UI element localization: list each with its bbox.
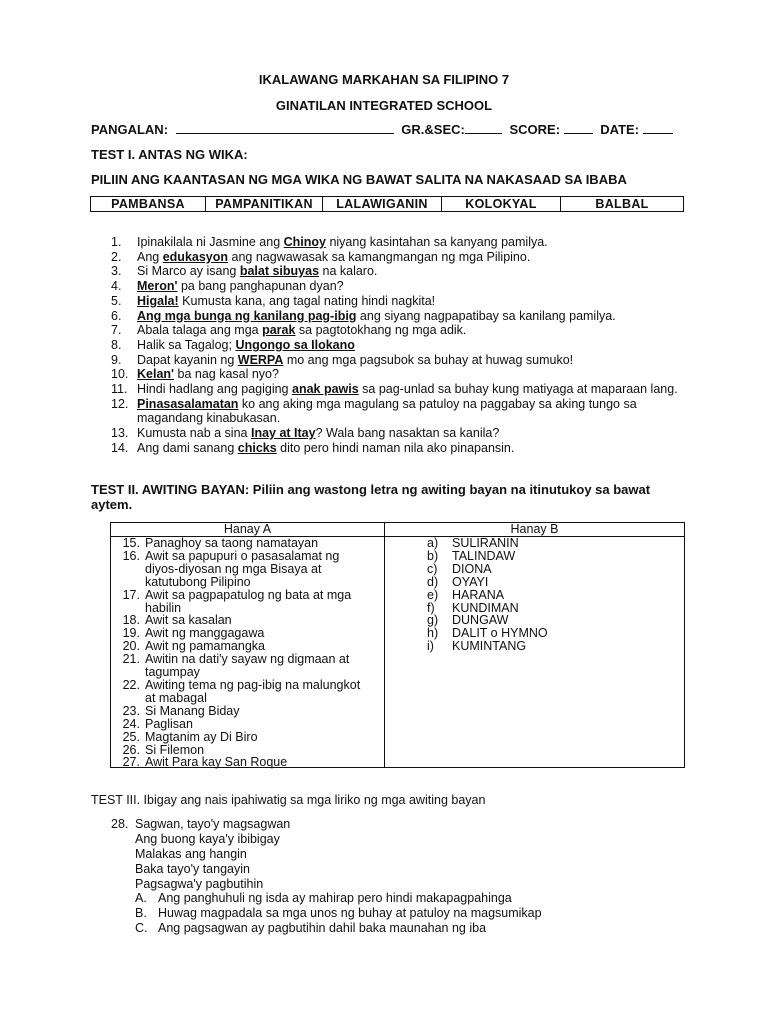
hanay-a-item [111,589,383,615]
test1-instruction: PILIIN ANG KAANTASAN NG MGA WIKA NG BAWAT SALITA NA NAKASAAD SA IBABA [91,172,627,187]
item-text: Si Manang Biday [145,703,240,718]
item-number: 14. [111,440,129,455]
item-number: 27. [122,755,140,770]
test1-item [111,264,682,279]
item-text-before: Halik sa Tagalog; [137,337,236,352]
item-number: 18. [122,613,140,628]
item-number: 28. [111,817,129,831]
option-letter: a) [427,536,439,550]
item-text [137,426,682,441]
item-text-after: ang nagwawasak sa kamangmangan ng mga Pilipino. [228,249,531,264]
item-number: 1. [111,235,122,249]
name-blank[interactable] [176,121,394,134]
lyric-line: Pagsagwa'y pagbutihin [135,877,264,891]
item-text: Awitin na dati'y sayaw ng digmaan at tagumpay [145,652,350,680]
underlined-term: Ang mga bunga ng kanilang pag-ibig [137,308,357,323]
item-text-after: ba nag kasal nyo? [174,367,279,382]
item-number: 9. [111,352,122,367]
test2-instruction: Piliin ang wastong letra ng awiting bayan na itinutukoy sa bawat aytem. [91,482,651,512]
item-text: Awit ng manggagawa [145,626,265,641]
item-text-before: Kumusta nab a sina [137,426,251,441]
hanay-b-item [427,537,548,550]
test1-item [111,367,682,382]
item-text-before: Ang dami sanang [137,440,238,455]
item-text [137,323,682,338]
option-letter: d) [427,574,439,589]
item-text-after: sa pagtotokhang ng mga adik. [295,323,467,338]
item-text-before: Si Marco ay isang [137,264,240,279]
item-text-before: Ipinakilala ni Jasmine ang [137,235,284,249]
item-text [137,294,682,309]
choice-c[interactable] [135,921,542,936]
item-text: Awit ng pamamangka [145,639,265,654]
choice-text: Huwag magpadala sa mga unos ng buhay at patuloy na magsumikap [158,906,542,920]
item-number: 15. [122,536,140,550]
item-number: 16. [122,548,140,563]
item-text-after: ko ang aking mga magulang sa patuloy na paggabay sa aking tungo sa magandang kinabukasan. [137,396,637,426]
underlined-term: chicks [237,440,277,455]
test3-title: TEST III. Ibigay ang nais ipahiwatig sa mga liriko ng mga awiting bayan [91,793,486,807]
column-divider [384,523,385,767]
item-number: 20. [122,639,140,654]
item-text-after: niyang kasintahan sa kanyang pamilya. [325,235,548,249]
hanay-b-item [427,563,548,576]
lyric-line: Baka tayo'y tangayin [135,862,250,876]
item-number: 17. [122,587,140,602]
test1-item [111,397,682,426]
item-text-after: mo ang mga pagsubok sa buhay at huwag sumuko! [283,352,574,367]
grsec-label: GR.&SEC: [401,122,465,137]
choice-letter: C. [135,921,148,935]
hanay-b-item [427,640,548,653]
date-blank[interactable] [643,121,673,134]
item-text-after: ? Wala bang nasaktan sa kanila? [315,426,500,441]
level-lalawiganin: LALAWIGANIN [323,197,442,211]
option-letter: e) [427,587,439,602]
hanay-b-item [427,576,548,589]
item-number: 6. [111,308,122,323]
item-text [137,279,682,294]
item-text [137,250,682,265]
item-text-after: Kumusta kana, ang tagal nating hindi nagkita! [178,293,436,308]
underlined-term: balat sibuyas [239,264,320,279]
score-blank[interactable] [564,121,593,134]
item-text [137,382,682,397]
item-number: 12. [111,396,129,411]
item-number: 5. [111,293,122,308]
item-number: 7. [111,323,122,338]
score-label: SCORE: [509,122,561,137]
hanay-a-item [111,679,383,705]
hanay-a-item [111,537,383,550]
item-text-before: Abala talaga ang mga [137,323,263,338]
item-text-after: sa pag-unlad sa buhay kung matiyaga at maparaan lang. [358,382,678,397]
hanay-a-item [111,653,383,679]
option-text: SULIRANIN [452,536,519,550]
item-text-before: Ang [137,249,163,264]
hanay-a-item [111,550,383,589]
item-number: 4. [111,279,122,294]
lyrics-block [111,817,290,892]
item-text [137,309,682,324]
hanay-b-header: Hanay B [510,522,559,536]
item-text-after: pa bang panghapunan dyan? [177,279,344,294]
test1-item [111,353,682,368]
language-levels-table [90,196,684,212]
student-info-row [91,121,673,137]
item-number: 10. [111,367,129,382]
lyric-text: Sagwan, tayo'y magsagwan [135,817,291,831]
item-text-before: Dapat kayanin ng [137,352,238,367]
item-text: Awit sa pagpapatulog ng bata at mga habilin [145,587,352,615]
option-text: DUNGAW [452,613,509,628]
item-text [137,441,682,456]
underlined-term: anak pawis [292,382,359,397]
level-pampanitikan: PAMPANITIKAN [206,197,323,211]
underlined-term: Kelan' [137,367,175,382]
item-number: 25. [122,729,140,744]
test1-item [111,279,682,294]
choice-b[interactable] [135,906,542,921]
item-number: 26. [122,742,140,757]
underlined-term: Pinasasalamatan [137,396,239,411]
item-text: Awiting tema ng pag-ibig na malungkot at mabagal [145,677,361,705]
test1-item [111,235,682,250]
option-letter: h) [427,626,439,641]
exam-title: IKALAWANG MARKAHAN SA FILIPINO 7 [258,72,510,87]
lyric-line: Malakas ang hangin [135,847,247,861]
option-text: KUMINTANG [452,639,527,654]
test1-items [111,235,682,456]
underlined-term: Ungongo sa Ilokano [235,337,355,352]
item-text-after: dito pero hindi naman nila ako pinapansin. [276,440,515,455]
test1-item [111,250,682,265]
option-text: KUNDIMAN [452,600,519,615]
item-text-after: na kalaro. [319,264,378,279]
date-label: DATE: [600,122,640,137]
option-text: HARANA [452,587,505,602]
option-letter: g) [427,613,439,628]
option-letter: b) [427,548,439,563]
test2-heading [91,482,671,512]
name-label: PANGALAN: [91,122,169,137]
item-text-before: Hindi hadlang ang pagiging [137,382,292,397]
underlined-term: Higala! [137,293,179,308]
hanay-b-list [427,537,548,653]
level-balbal: BALBAL [595,197,649,211]
item-number: 24. [122,716,140,731]
option-text: DIONA [452,561,492,576]
hanay-a-item [111,718,383,731]
lyric-line [111,817,290,832]
item-text: Awit sa papupuri o pasasalamat ng diyos-diyosan ng mga Bisaya at katutubong Pilipino [145,548,340,589]
item-text: Panaghoy sa taong namatayan [145,536,319,550]
item-text: Magtanim ay Di Biro [145,729,258,744]
level-pambansa: PAMBANSA [91,197,206,211]
test1-item [111,426,682,441]
item-text-after: ang siyang nagpapatibay sa kanilang pamilya. [356,308,616,323]
choice-letter: B. [135,906,147,920]
level-kolokyal: KOLOKYAL [442,197,561,211]
underlined-term: Meron' [137,279,178,294]
grsec-blank[interactable] [465,121,502,134]
hanay-a-item [111,756,383,769]
matching-table [110,522,685,768]
item-number: 8. [111,337,122,352]
underlined-term: Chinoy [283,235,326,249]
item-text [137,397,682,426]
item-text [137,235,682,250]
choice-a[interactable] [135,891,542,906]
item-number: 2. [111,249,122,264]
item-number: 13. [111,426,129,441]
option-text: DALIT o HYMNO [452,626,548,641]
underlined-term: edukasyon [162,249,229,264]
choice-text: Ang panghuhuli ng isda ay mahirap pero hindi makapagpahinga [158,891,512,905]
option-letter: f) [427,600,435,615]
item-text [137,338,682,353]
item-number: 19. [122,626,140,641]
item-text [137,353,682,368]
choice-text: Ang pagsagwan ay pagbutihin dahil baka maunahan ng iba [158,921,487,935]
choices-list [135,891,542,936]
test2-title: TEST II. AWITING BAYAN: [91,482,250,497]
hanay-a-list [111,537,383,769]
item-text: Awit sa kasalan [145,613,232,628]
choice-letter: A. [135,891,147,905]
test1-item [111,294,682,309]
hanay-b-item [427,589,548,602]
item-number: 11. [111,382,128,397]
item-number: 23. [122,703,140,718]
test1-item [111,323,682,338]
option-text: TALINDAW [452,548,516,563]
option-letter: i) [427,639,434,654]
test1-title: TEST I. ANTAS NG WIKA: [91,147,248,162]
item-text [137,264,682,279]
option-letter: c) [427,561,438,576]
hanay-a-header: Hanay A [223,522,272,536]
item-number: 22. [122,677,140,692]
hanay-a-item [111,731,383,744]
item-number: 3. [111,264,122,279]
underlined-term: WERPA [237,352,284,367]
test1-item [111,309,682,324]
test1-item [111,441,682,456]
underlined-term: parak [262,323,296,338]
option-text: OYAYI [452,574,489,589]
item-text: Paglisan [145,716,193,731]
item-text [137,367,682,382]
item-text: Si Filemon [145,742,205,757]
test1-item [111,382,682,397]
hanay-a-item [111,705,383,718]
test1-item [111,338,682,353]
hanay-b-item [427,550,548,563]
school-name: GINATILAN INTEGRATED SCHOOL [275,98,493,113]
underlined-term: Inay at Itay [250,426,316,441]
lyric-line: Ang buong kaya'y ibibigay [135,832,280,846]
item-number: 21. [122,652,140,667]
item-text: Awit Para kay San Roque [145,755,288,770]
